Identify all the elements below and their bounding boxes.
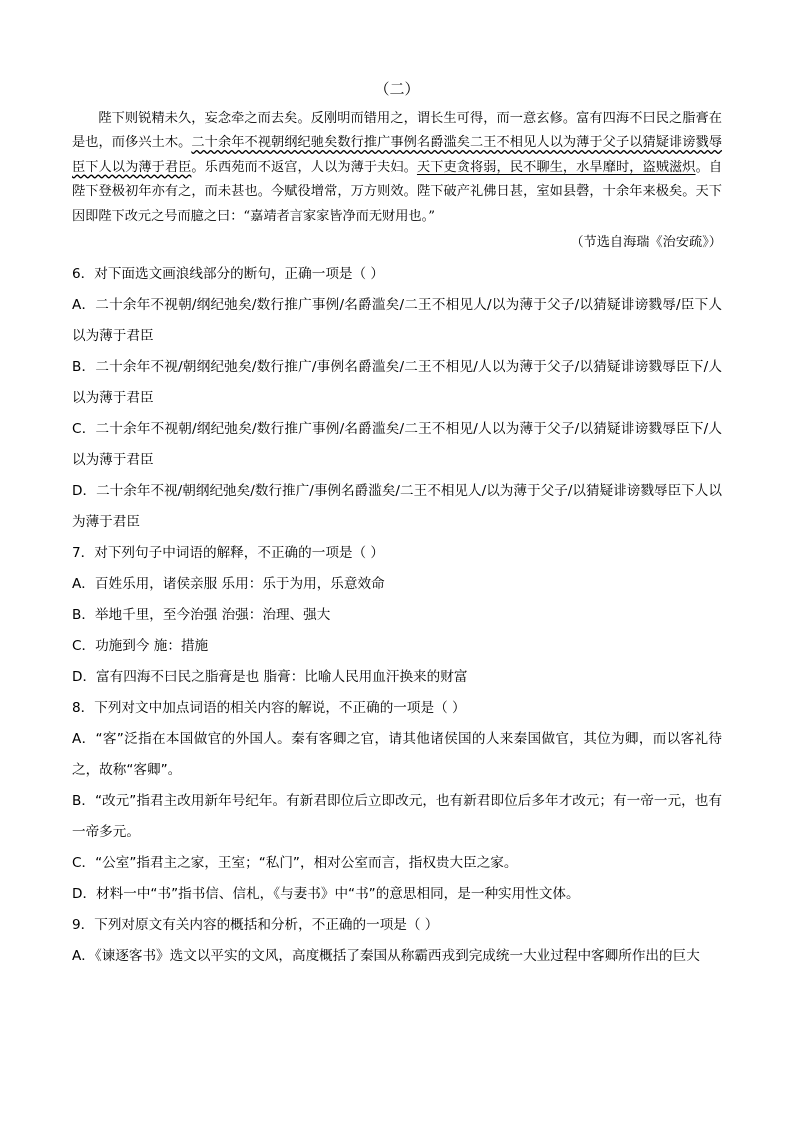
option-d: D．材料一中“书”指书信、信札，《与妻书》中“书”的意思相同，是一种实用性文体。 — [72, 886, 580, 903]
passage-text-2: 。乐西苑而不返宫，人以为薄于夫妇。 — [191, 159, 417, 175]
question-6 — [72, 259, 722, 538]
classical-passage — [72, 107, 722, 229]
question-8 — [72, 693, 722, 910]
question-9 — [72, 910, 722, 972]
passage-text-1: 陛下则锐精未久，妄念牵之而去矣。反刚明而错用之，谓长生可得，而一意玄修。富有四海不曰民之脂膏在是也，而侈兴土木。 — [72, 111, 722, 151]
question-stem: 8．下列对文中加点词语的相关内容的解说，不正确的一项是（ ） — [72, 700, 466, 717]
option-c: C．二十余年不视朝/纲纪弛矣/数行推广事例/名爵滥矣/二王不相见/人以为薄于父子/以猜疑诽谤戮辱臣下/人以为薄于君臣 — [72, 421, 722, 469]
option-b: B．举地千里，至今治强 治强：治理、强大 — [72, 607, 331, 624]
section-title: （二） — [374, 80, 420, 98]
option-b: B．“改元”指君主改用新年号纪年。有新君即位后立即改元，也有新君即位后多年才改元；有一帝一元，也有一帝多元。 — [72, 793, 722, 841]
question-stem: 9．下列对原文有关内容的概括和分析，不正确的一项是（ ） — [72, 917, 439, 934]
option-c: C．功施到今 施：措施 — [72, 638, 209, 655]
question-stem: 7．对下列句子中词语的解释，不正确的一项是（ ） — [72, 545, 385, 562]
option-a: A．《谏逐客书》选文以平实的文风，高度概括了秦国从称霸西戎到完成统一大业过程中客卿所作出的巨大 — [72, 948, 700, 965]
question-stem: 6．对下面选文画浪线部分的断句，正确一项是（ ） — [72, 266, 385, 283]
passage-text-3: 。自陛下登极初年亦有之，而未甚也。今赋役增常，万方则效。陛下破产礼佛日甚，室如县磬，十余年来极矣。天下因即陛下改元之号而臆之曰：“嘉靖者言家家皆净而无财用也。” — [72, 159, 723, 224]
question-7 — [72, 538, 722, 693]
option-b: B．二十余年不视/朝纲纪弛矣/数行推广/事例名爵滥矣/二王不相见/人以为薄于父子/以猜疑诽谤戮辱臣下/人以为薄于君臣 — [72, 359, 722, 407]
option-a: A．百姓乐用，诸侯亲服 乐用：乐于为用，乐意效命 — [72, 576, 385, 593]
option-c: C．“公室”指君主之家，王室；“私门”，相对公室而言，指权贵大臣之家。 — [72, 855, 518, 872]
passage-source: （节选自海瑞《治安疏》） — [570, 235, 722, 251]
option-d: D．二十余年不视/朝纲纪弛矣/数行推广/事例名爵滥矣/二王不相见人/以为薄于父子/以猜疑诽谤戮辱臣下人以为薄于君臣 — [72, 483, 722, 531]
option-a: A．“客”泛指在本国做官的外国人。秦有客卿之官，请其他诸侯国的人来秦国做官，其位为卿，而以客礼待之，故称“客卿”。 — [72, 731, 722, 779]
wavy-underlined-text: 二十余年不视朝纲纪驰矣数行推广事例名爵滥矣二王不相见人以为薄于父子以猜疑诽谤戮辱臣下人以为薄于君臣 — [72, 135, 723, 175]
option-d: D．富有四海不曰民之脂膏是也 脂膏：比喻人民用血汗换来的财富 — [72, 669, 468, 686]
solid-underlined-text: 天下吏贪将弱，民不聊生，水旱靡时，盗贼滋炽 — [416, 159, 696, 175]
option-a: A．二十余年不视朝/纲纪弛矣/数行推广事例/名爵滥矣/二王不相见人/以为薄于父子/以猜疑诽谤戮辱/臣下人以为薄于君臣 — [72, 297, 722, 345]
document-page — [72, 78, 722, 972]
